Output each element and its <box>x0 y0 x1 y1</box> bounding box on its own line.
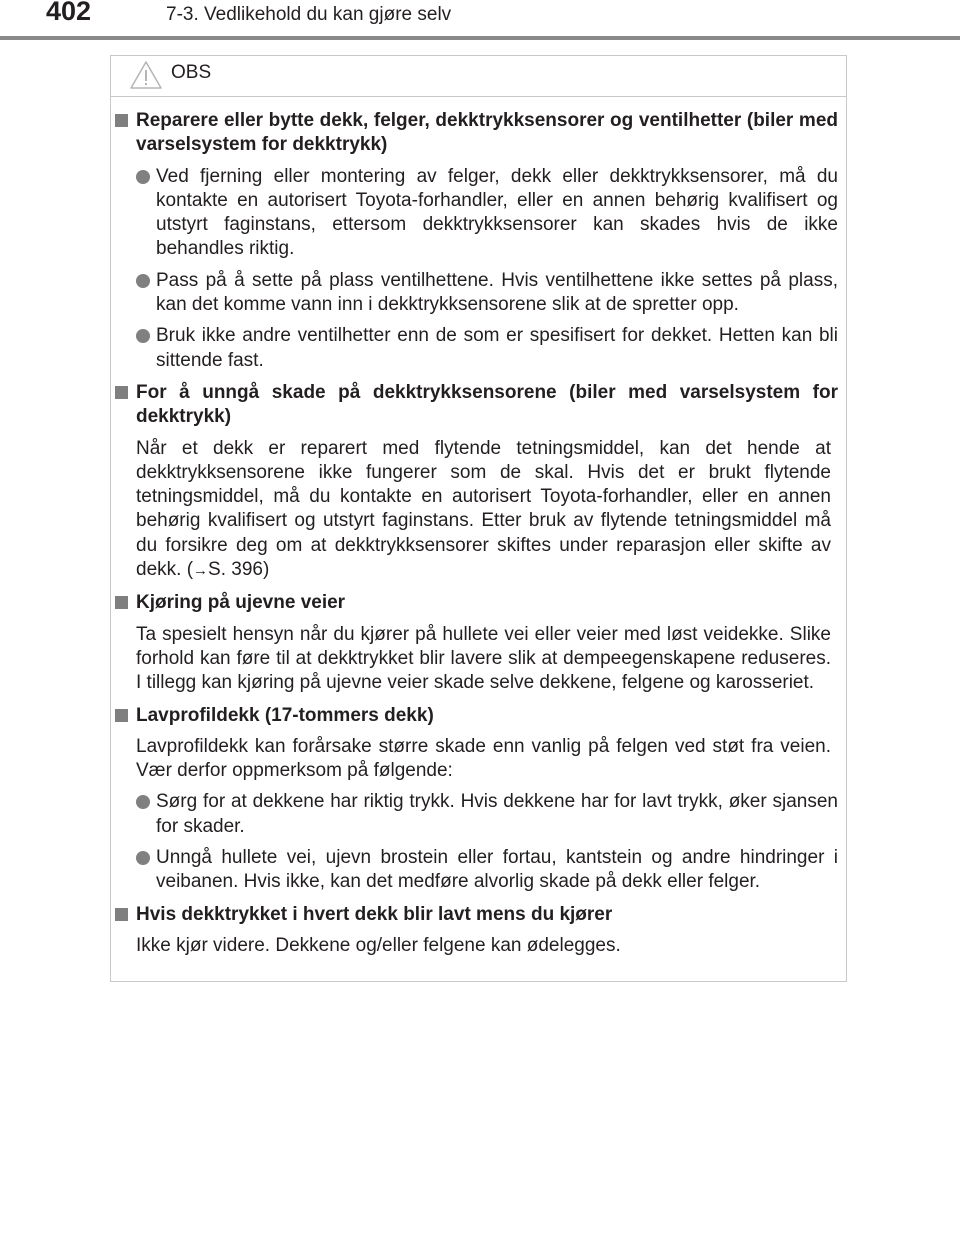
heading-text: Kjøring på ujevne veier <box>136 592 346 614</box>
notice-header <box>111 56 846 97</box>
paragraph <box>111 934 846 958</box>
bullet-item <box>111 790 846 839</box>
bullet-text: Bruk ikke andre ventilhetter enn de som er spesifisert for dekket. Hetten kan bli sittende fast. <box>156 325 838 371</box>
page-header <box>0 0 960 44</box>
paragraph-text: Lavprofildekk kan forårsake større skade enn vanlig på felgen ved støt fra veien. Vær derfor oppmerksom på følgende: <box>136 735 831 782</box>
round-bullet-icon <box>136 274 150 288</box>
paragraph-text: Ta spesielt hensyn når du kjører på hullete vei eller veier med løst veidekke. Slike forhold kan føre til at dekktrykket blir lavere slik at dempeegenskapene reduseres. I tillegg kan kjøring på ujevne veier skade selve dekkene, felgene og karosseriet. <box>136 623 831 694</box>
round-bullet-icon <box>136 329 150 343</box>
paragraph <box>111 437 846 584</box>
caution-notice-box <box>110 55 847 982</box>
bullet-item <box>111 269 846 318</box>
heading-text: Reparere eller bytte dekk, felger, dekktrykksensorer og ventilhetter (biler med varselsystem for dekktrykk) <box>136 110 838 156</box>
page-number: 402 <box>46 0 92 26</box>
section-heading <box>111 903 846 927</box>
header-divider <box>0 36 960 40</box>
heading-text: For å unngå skade på dekktrykksensorene (biler med varselsystem for dekktrykk) <box>136 381 838 428</box>
section-heading <box>111 109 846 158</box>
section-heading <box>111 381 846 430</box>
round-bullet-icon <box>136 170 150 184</box>
round-bullet-icon <box>136 795 150 809</box>
paragraph <box>111 623 846 696</box>
bullet-item <box>111 324 846 373</box>
square-bullet-icon <box>115 596 128 609</box>
bullet-item <box>111 165 846 262</box>
round-bullet-icon <box>136 851 150 865</box>
notice-content <box>111 109 846 958</box>
heading-text: Hvis dekktrykket i hvert dekk blir lavt mens du kjører <box>136 903 613 925</box>
square-bullet-icon <box>115 908 128 921</box>
arrow-right-icon: → <box>193 562 209 580</box>
heading-text: Lavprofildekk (17-tommers dekk) <box>136 704 434 726</box>
section-heading <box>111 704 846 728</box>
square-bullet-icon <box>115 114 128 127</box>
paragraph <box>111 735 846 784</box>
bullet-text: Pass på å sette på plass ventilhettene. Hvis ventilhettene ikke settes på plass, kan det komme vann inn i dekktrykksensorene slik at de spretter opp. <box>156 269 838 316</box>
bullet-item <box>111 846 846 895</box>
bullet-text: Unngå hullete vei, ujevn brostein eller fortau, kantstein og andre hindringer i veibanen. Hvis ikke, kan det medføre alvorlig skade på dekk eller felger. <box>156 847 838 893</box>
square-bullet-icon <box>115 709 128 722</box>
bullet-text: Sørg for at dekkene har riktig trykk. Hvis dekkene har for lavt trykk, øker sjansen for skader. <box>156 791 838 837</box>
warning-triangle-icon <box>129 60 163 95</box>
paragraph-text: Når et dekk er reparert med flytende tetningsmiddel, kan det hende at dekktrykksensorene ikke fungerer som de skal. Hvis det er brukt flytende tetningsmiddel, må du kontakte en autorisert Toyota-forhandler, eller en annen behørig kvalifisert og utstyrt faginstans. Etter bruk av flytende tetningsmiddel må du forsikre deg om at dekktrykksensorer skiftes under reparasjon eller skifte av dekk. ( <box>136 437 831 581</box>
square-bullet-icon <box>115 386 128 399</box>
section-heading <box>111 591 846 615</box>
page-reference[interactable]: S. 396) <box>208 559 270 581</box>
notice-label: OBS <box>171 62 212 83</box>
bullet-text: Ved fjerning eller montering av felger, dekk eller dekktrykksensorer, må du kontakte en autorisert Toyota-forhandler, eller en annen behørig kvalifisert og utstyrt faginstans, ettersom dekktrykksensorer kan skades hvis de ikke behandles riktig. <box>156 165 838 260</box>
section-title: 7-3. Vedlikehold du kan gjøre selv <box>166 4 452 25</box>
paragraph-text: Ikke kjør videre. Dekkene og/eller felgene kan ødelegges. <box>136 934 621 956</box>
